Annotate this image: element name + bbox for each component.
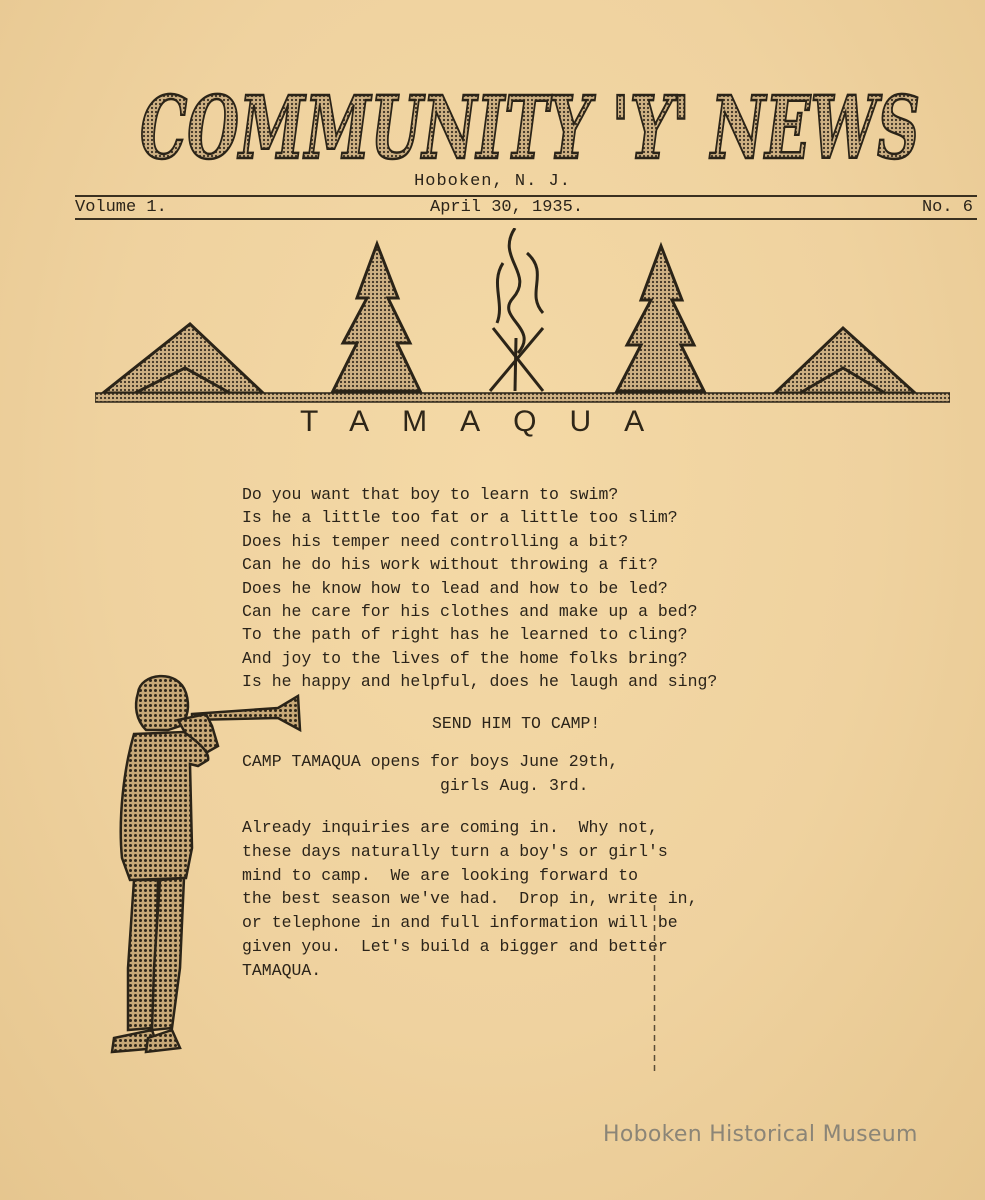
paragraph-line: the best season we've had. Drop in, write in, (242, 889, 698, 909)
paragraph-line: mind to camp. We are looking forward to (242, 865, 639, 885)
poem-line: And joy to the lives of the home folks bring? (242, 648, 688, 668)
poem-line: Can he care for his clothes and make up a bed? (242, 602, 698, 622)
museum-watermark: Hoboken Historical Museum (603, 1122, 918, 1147)
issue-number: No. 6 (921, 198, 973, 217)
volume-label: Volume 1. (75, 198, 167, 217)
pine-tree-right-icon (617, 246, 704, 391)
poem (242, 483, 862, 694)
issue-info-row (75, 198, 977, 218)
poem-line: Does his temper need controlling a bit? (242, 531, 629, 551)
paragraph-line: Already inquiries are coming in. Why not, (242, 818, 658, 837)
paragraph-line: given you. Let's build a bigger and better (242, 936, 668, 956)
poem-line: Do you want that boy to learn to swim? (242, 485, 619, 504)
pine-tree-left-icon (333, 244, 420, 391)
top-rule (75, 195, 977, 197)
camp-heading: TAMAQUA (300, 405, 678, 438)
poem-line: Is he happy and helpful, does he laugh and sing? (242, 672, 718, 692)
poem-line: Does he know how to lead and how to be led? (242, 578, 668, 598)
paragraph-line: these days naturally turn a boy's or girl's (242, 841, 668, 861)
masthead-title-art (130, 78, 930, 178)
opening-boys-line: CAMP TAMAQUA opens for boys June 29th, (242, 752, 619, 771)
campfire-icon (490, 228, 543, 391)
opening-girls-line: girls Aug. 3rd. (242, 776, 589, 795)
poem-line: To the path of right has he learned to cling? (242, 625, 688, 645)
tent-left-icon (103, 324, 263, 393)
poem-line: Is he a little too fat or a little too slim? (242, 508, 678, 528)
paper-fold-mark (653, 905, 656, 1075)
paragraph-line: TAMAQUA. (242, 960, 322, 980)
city-line: Hoboken, N. J. (414, 172, 571, 191)
tent-right-icon (775, 328, 915, 393)
masthead-logo (130, 78, 930, 178)
ground-line (95, 393, 950, 402)
send-to-camp-line: SEND HIM TO CAMP! (432, 714, 601, 733)
paragraph-line: or telephone in and full information will be (242, 913, 678, 933)
poem-line: Can he do his work without throwing a fit? (242, 555, 658, 575)
issue-date: April 30, 1935. (430, 198, 584, 217)
bugler-boy-illustration (108, 668, 308, 1076)
body-paragraph (242, 816, 842, 983)
masthead-title: COMMUNITY 'Y' NEWS (140, 78, 920, 178)
camp-scene-illustration (95, 228, 950, 413)
bottom-rule (75, 218, 977, 220)
